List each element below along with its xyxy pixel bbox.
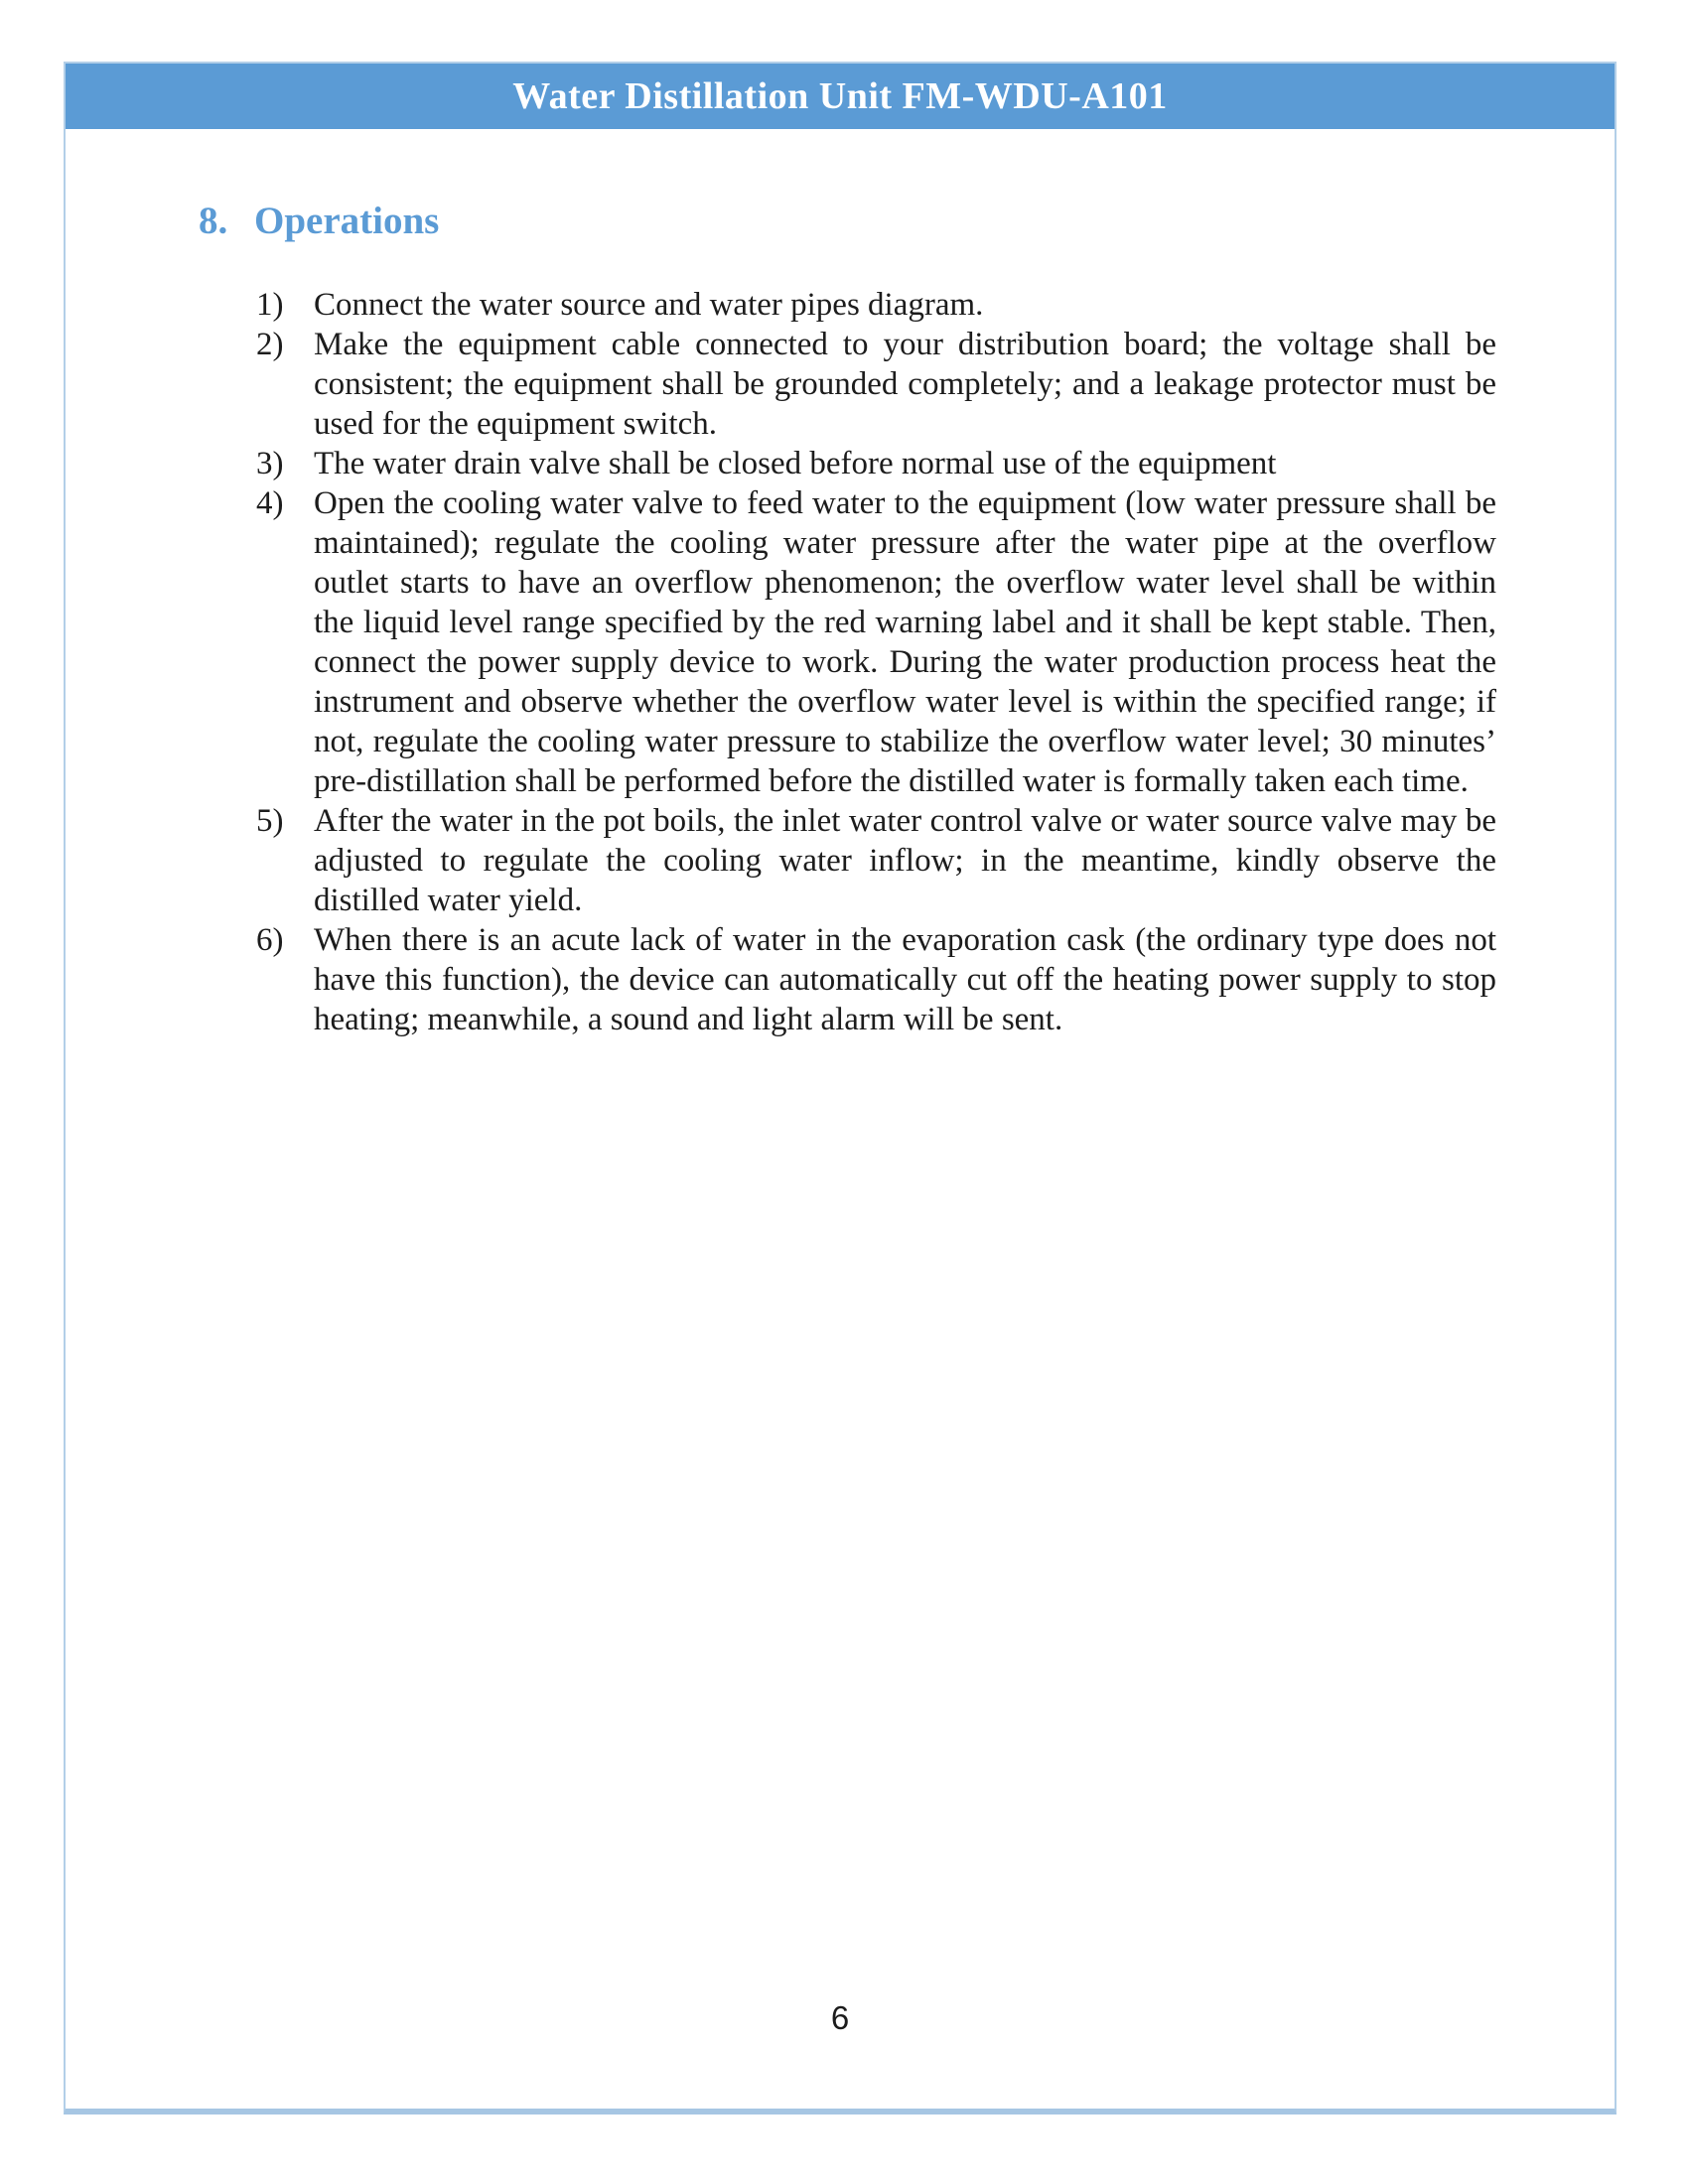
- page-number: 6: [830, 1999, 850, 2036]
- list-item: [256, 920, 1496, 1039]
- document-header-bar: [66, 64, 1615, 129]
- section-heading: [199, 199, 1615, 243]
- list-item-text: When there is an acute lack of water in the evaporation cask (the ordinary type does not have this function), the device can automatically cut off the heating power supply to stop heating; meanwhile, a sound and light alarm will be sent.: [314, 922, 1496, 1037]
- operations-list: [256, 285, 1496, 1039]
- section-title: Operations: [254, 200, 440, 242]
- list-item: [256, 801, 1496, 920]
- manual-page: [64, 62, 1617, 2115]
- list-item-number: 3): [256, 446, 284, 481]
- section-number: 8.: [199, 200, 228, 242]
- list-item: [256, 483, 1496, 801]
- list-item-text: Make the equipment cable connected to your distribution board; the voltage shall be consistent; the equipment shall be grounded completely; and a leakage protector must be used for the equipment switch.: [314, 327, 1496, 442]
- list-item-text: The water drain valve shall be closed before normal use of the equipment: [314, 446, 1277, 481]
- list-item: [256, 444, 1496, 483]
- document-title: Water Distillation Unit FM-WDU-A101: [512, 75, 1168, 117]
- list-item-text: Open the cooling water valve to feed water to the equipment (low water pressure shall be maintained); regulate the cooling water pressure after the water pipe at the overflow outlet starts to have an overflow phenomenon; the overflow water level shall be within the liquid level range specified by the red warning label and it shall be kept stable. Then, connect the power supply device to work. During the water production process heat the instrument and observe whether the overflow water level is within the specified range; if not, regulate the cooling water pressure to stabilize the overflow water level; 30 minutes’ pre-distillation shall be performed before the distilled water is formally taken each time.: [314, 485, 1496, 799]
- list-item-number: 5): [256, 803, 284, 839]
- list-item: [256, 285, 1496, 325]
- list-item: [256, 325, 1496, 444]
- list-item-text: Connect the water source and water pipes diagram.: [314, 287, 984, 323]
- list-item-number: 2): [256, 327, 284, 362]
- list-item-number: 6): [256, 922, 284, 958]
- list-item-text: After the water in the pot boils, the inlet water control valve or water source valve may be adjusted to regulate the cooling water inflow; in the meantime, kindly observe the distilled water yield.: [314, 803, 1496, 918]
- list-item-number: 1): [256, 287, 284, 323]
- list-item-number: 4): [256, 485, 284, 521]
